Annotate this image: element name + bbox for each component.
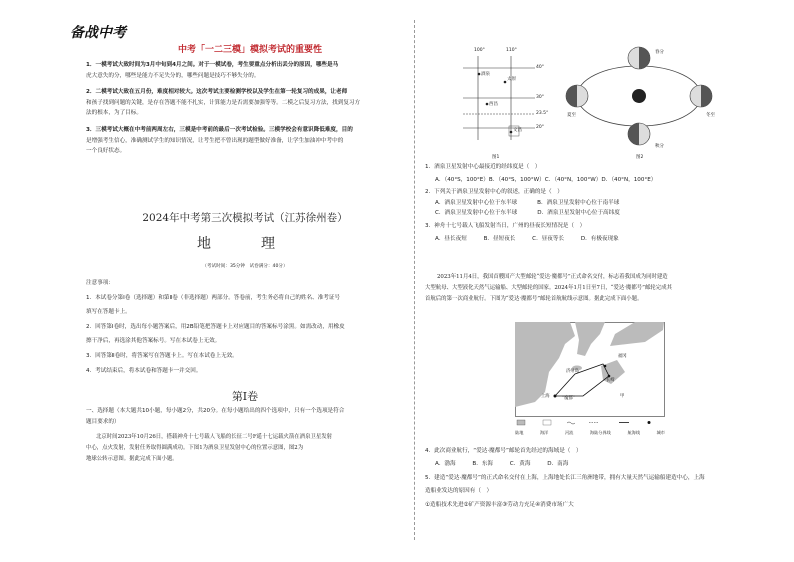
note-line: 2．回答第Ⅰ卷时，选出每小题答案后，用2B铅笔把答题卡上对应题目的答案标号涂黑。如需改动，用橡皮: [86, 323, 345, 330]
note-line: 1．本试卷分第Ⅰ卷（选择题）和第Ⅱ卷（非选择题）两部分。答卷前，考生务必将自己的姓名、准考证号: [86, 294, 341, 301]
passage-line: 中心，点火发射，发射任务取得圆满成功。下图1为酒泉卫星发射中心的位置示意图，图2为: [86, 444, 304, 451]
note-line: 擦干净后，再选涂其他答案标号。写在本试卷上无效。: [86, 338, 221, 345]
fig2-label: 夏至: [567, 113, 576, 118]
legend-item: 河流: [564, 430, 574, 435]
legend-item: 海陆分界线: [589, 430, 611, 435]
map-label: 福冈: [618, 354, 627, 359]
legend-item: 海洋: [539, 430, 549, 435]
passage-line: 地球公转示意图。据此完成下面小题。: [86, 455, 178, 462]
earth-spring: [628, 47, 650, 69]
fig1-lat-label: 40°: [536, 65, 544, 70]
section-title: 第Ⅰ卷: [231, 390, 259, 403]
passage-line: 北京时间2023年10月26日，搭载神舟十七号载人飞船的长征二号F遥十七运载火箭在酒泉卫星发射: [96, 434, 333, 440]
fig1-lon-label: 100°: [474, 48, 485, 53]
brand-logo: 备战中考: [70, 25, 126, 41]
question-1: 1．酒泉卫星发射中心最接近的经纬度是（ ）: [425, 164, 541, 170]
fig1-lon-label: 110°: [506, 48, 517, 53]
question-1-options: A．（40°S，100°E）B．（40°S，100°W）C．（40°N，100°W）D．（40°N，100°E）: [435, 176, 657, 183]
note-line: 4．考试结束后，将本试卷和答题卡一并交回。: [86, 367, 202, 374]
fig1-caption: 图1: [492, 155, 500, 160]
legend-item: 航海线: [627, 430, 641, 435]
header-subtitle: 中考「一二三模」模拟考试的重要性: [177, 45, 322, 55]
intro-line: 和孩子找到问题的关键，是存在答题不能不扎实，计算能力是否需要加强等等。二模之后复习方法，找到复习方: [86, 99, 361, 106]
map-label: “魔都”: [562, 396, 576, 401]
question-3-options: A．昼长夜短 B．昼短夜长 C．昼夜等长 D．有极夜现象: [435, 235, 619, 242]
fig1-city: 酒泉: [481, 72, 490, 77]
fig1-city: 太原: [507, 77, 516, 82]
map-label: 甲: [620, 394, 625, 399]
intro-line: 是增强考生信心，准确测试学生的知识情况，让考生把不曾出现的题型做好准备，让学生加油冲中考中的: [86, 137, 344, 144]
subject-title: 地 理: [197, 236, 293, 252]
map-label: 济州岛: [566, 369, 579, 374]
fig1-lat-label: 30°: [536, 95, 544, 100]
fig2-label: 秋分: [655, 144, 664, 149]
question-5-options: ①造船技术先进②矿产资源丰富③劳动力充足④消费市场广大: [425, 502, 574, 509]
passage-1: [86, 432, 404, 464]
section-desc-line: 题目要求的）: [86, 418, 120, 425]
cruise-route-map: [515, 322, 665, 432]
map-label: 上海: [541, 394, 550, 399]
questions-4-5: [425, 446, 755, 511]
map-label: 长崎: [606, 378, 615, 383]
fig1-city: 西昌: [489, 102, 498, 107]
exam-info: （考试时间：35分钟 试卷满分：40分）: [202, 264, 288, 269]
question-2-option: B．酒泉卫星发射中心位于南半球: [537, 199, 620, 206]
question-5: 5．建造“爱达·魔都号”的正式命名交付在上海，上海地处长江三角洲地带，拥有大量天然气运输船建造中心，上海: [425, 475, 705, 482]
intro-line: 虎大意失的分，哪些是能力不足失分的，哪些问题是技巧不够失分的。: [86, 72, 260, 79]
question-4: 4．此次商业航行，“爱达·魔都号”邮轮首先经过的海域是（ ）: [425, 448, 582, 454]
passage-line: 2023年11月4日，我国首艘国产大型邮轮“爱达·魔都号”正式命名交付，标志着我国成为同时建造: [437, 274, 668, 280]
fig1-city: 文昌: [513, 128, 522, 133]
question-2-option: C．酒泉卫星发射中心位于东半球: [435, 210, 518, 217]
fig2-label: 春分: [655, 50, 664, 55]
fig2-caption: 图2: [636, 155, 644, 160]
fig1-lat-label: 20°: [536, 125, 544, 130]
questions-1-3: [425, 162, 755, 244]
figure-2-orbit: [555, 44, 725, 156]
notes-block: [86, 278, 404, 376]
intro-line: 2．二模考试大致在五月份，难度相对较大。这次考试主要检测学校以及学生在第一轮复习的成果，让老师: [86, 89, 348, 96]
question-2-option: A．酒泉卫星发射中心位于东半球: [435, 199, 518, 206]
intro-line: 法的根本，为了目标。: [86, 110, 142, 117]
exam-title: 2024年中考第三次模拟考试（江苏徐州卷）: [142, 212, 348, 224]
question-2: 2．下列关于酒泉卫星发射中心的叙述，正确的是（ ）: [425, 189, 563, 196]
section-desc-line: 一、选择题（本大题共10小题，每小题2分，共20分。在每小题给出的四个选项中，只有一个选项是符合: [86, 408, 345, 414]
column-divider: [414, 20, 415, 540]
fig1-lat-label: 23.5°: [536, 111, 549, 116]
figure-1-map: [453, 48, 548, 160]
question-4-options: A．渤海 B．东海 C．黄海 D．南海: [435, 460, 569, 467]
passage-line: 首航后的第一次商业航行。下图为“爱达·魔都号”邮轮首航航线示意图。据此完成下面小题。: [425, 295, 643, 302]
note-line: 3．回答第Ⅱ卷时，将答案写在答题卡上。写在本试卷上无效。: [86, 352, 238, 359]
intro-line: 1．一模考试大致时间为3月中旬到4月之间。对于一模试卷，考生要重点分析出丢分的原因，哪些是马: [86, 62, 339, 68]
legend-item: 城市: [656, 430, 665, 435]
intro-line: 3．三模考试大概在中考前两周左右，三模是中考前的最后一次考试检验。三模学校会有意识降低难度，目的: [86, 126, 353, 133]
note-line: 填写在答题卡上。: [86, 309, 131, 316]
intro-block: [86, 60, 404, 157]
question-3: 3．神舟十七号载人飞船发射当日，广州的昼夜长短情况是（ ）: [425, 222, 586, 229]
fig2-label: 冬至: [706, 113, 715, 118]
question-2-option: D．酒泉卫星发射中心位于高纬度: [537, 210, 620, 217]
legend-item: 陆地: [515, 430, 524, 435]
notes-title: 注意事项：: [86, 280, 114, 286]
passage-2: [425, 272, 755, 304]
section-desc: [86, 406, 404, 427]
intro-line: 一个良好状态。: [86, 148, 126, 155]
question-5-cont: 造船业发达的原因有（ ）: [425, 487, 493, 494]
map-legend: [515, 430, 665, 436]
passage-line: 大型航母、大型液化天然气运输船、大型邮轮的国家。2024年1月1日至7日，“爱达·魔都号”邮轮完成其: [425, 284, 672, 291]
